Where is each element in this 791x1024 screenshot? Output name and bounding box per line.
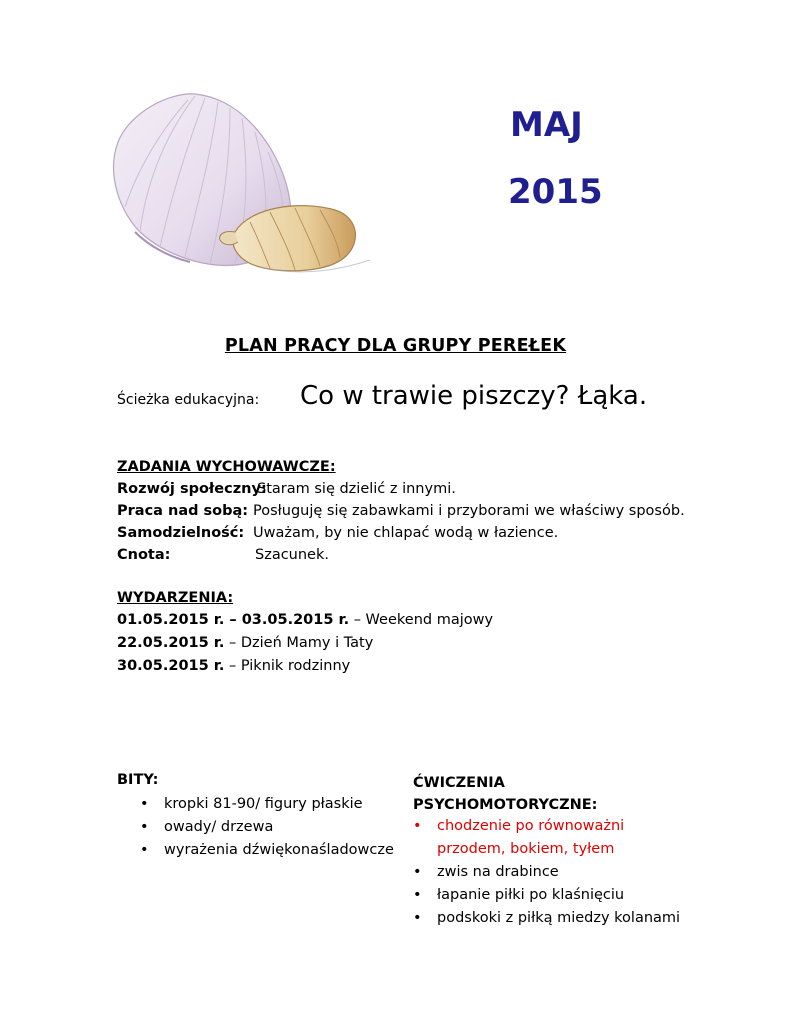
highlight-line: • chodzenie po równoważni: [437, 818, 625, 834]
event-date: 01.05.2015 r. – 03.05.2015 r.: [117, 612, 350, 628]
event-description: – Weekend majowy: [349, 612, 494, 628]
event-date: 30.05.2015 r.: [117, 658, 225, 674]
tasks-heading: ZADANIA WYCHOWAWCZE:: [117, 459, 336, 475]
plan-title: PLAN PRACY DLA GRUPY PEREŁEK: [224, 336, 567, 356]
bity-list: [140, 793, 394, 862]
education-path-label: Ścieżka edukacyjna:: [117, 392, 260, 408]
task-label: Samodzielność:: [117, 525, 245, 541]
task-row: [117, 481, 456, 497]
bity-heading: BITY:: [117, 772, 159, 788]
events-heading: WYDARZENIA:: [117, 590, 234, 606]
event-description: – Piknik rodzinny: [224, 658, 351, 674]
event-row: [117, 658, 350, 674]
event-row: [117, 635, 373, 651]
task-label: Praca nad sobą:: [117, 503, 249, 519]
list-item: • kropki 81-90/ figury płaskie: [140, 793, 394, 816]
task-label: Rozwój społeczny:: [117, 481, 267, 497]
list-item-highlighted: [413, 815, 680, 861]
task-value: Staram się dzielić z innymi.: [257, 481, 456, 497]
list-item: • owady/ drzewa: [140, 816, 394, 839]
education-path-value: Co w trawie piszczy? Łąka.: [300, 381, 648, 411]
exercises-list: [413, 815, 680, 930]
task-label: Cnota:: [117, 547, 171, 563]
event-description: – Dzień Mamy i Taty: [224, 635, 374, 651]
task-value: Uważam, by nie chlapać wodą w łazience.: [253, 525, 559, 541]
exercises-heading-line: PSYCHOMOTORYCZNE:: [413, 797, 598, 813]
task-row: [117, 547, 329, 563]
task-row: [117, 503, 685, 519]
list-item: • łapanie piłki po klaśnięciu: [413, 884, 680, 907]
month-heading: MAJ: [510, 105, 583, 145]
highlight-line: przodem, bokiem, tyłem: [437, 841, 615, 857]
list-item: • podskoki z piłką miedzy kolanami: [413, 907, 680, 930]
event-date: 22.05.2015 r.: [117, 635, 225, 651]
exercises-heading: [413, 772, 597, 816]
event-row: [117, 612, 493, 628]
exercises-heading-line: ĆWICZENIA: [413, 775, 505, 791]
task-value: Posługuję się zabawkami i przyborami we właściwy sposób.: [253, 503, 685, 519]
task-value: Szacunek.: [255, 547, 329, 563]
list-item: • zwis na drabince: [413, 861, 680, 884]
year-heading: 2015: [508, 172, 603, 212]
seashell-illustration: [100, 82, 380, 282]
list-item: • wyrażenia dźwiękonaśladowcze: [140, 839, 394, 862]
task-row: [117, 525, 559, 541]
